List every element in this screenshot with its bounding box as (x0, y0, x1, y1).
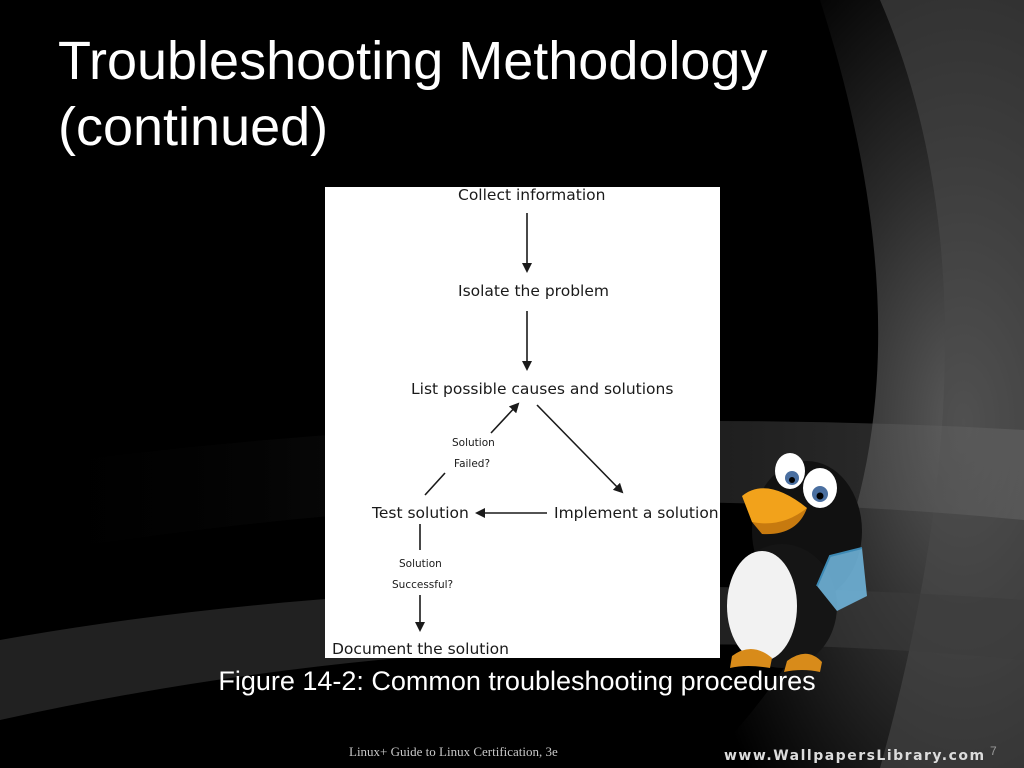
slide-page-number: 7 (990, 744, 997, 758)
slide-footer: Linux+ Guide to Linux Certification, 3e (349, 744, 558, 759)
step-list-causes: List possible causes and solutions (411, 380, 674, 398)
figure-caption: Figure 14-2: Common troubleshooting procedures (218, 666, 816, 696)
arrow-test-to-failed-segment (425, 473, 445, 495)
arrow-list-to-implement (537, 405, 622, 492)
edge-label-failed-1: Solution (452, 437, 495, 449)
step-collect-information: Collect information (458, 187, 606, 204)
slide-title (58, 28, 878, 160)
step-isolate-problem: Isolate the problem (458, 282, 609, 300)
edge-label-failed-2: Failed? (454, 458, 491, 470)
edge-label-success-2: Successful? (392, 579, 454, 591)
step-implement-solution: Implement a solution (554, 504, 719, 522)
flowchart-figure (325, 187, 720, 658)
flowchart-diagram (325, 187, 720, 658)
title-line-2: (continued) (58, 97, 329, 157)
arrow-failed-to-list (491, 404, 518, 433)
watermark-text: www.WallpapersLibrary.com (724, 748, 986, 764)
step-test-solution: Test solution (372, 504, 469, 522)
step-document-solution: Document the solution (332, 640, 509, 658)
edge-label-success-1: Solution (399, 558, 442, 570)
title-line-1: Troubleshooting Methodology (58, 31, 768, 91)
penguin-mascot-icon (712, 436, 882, 686)
